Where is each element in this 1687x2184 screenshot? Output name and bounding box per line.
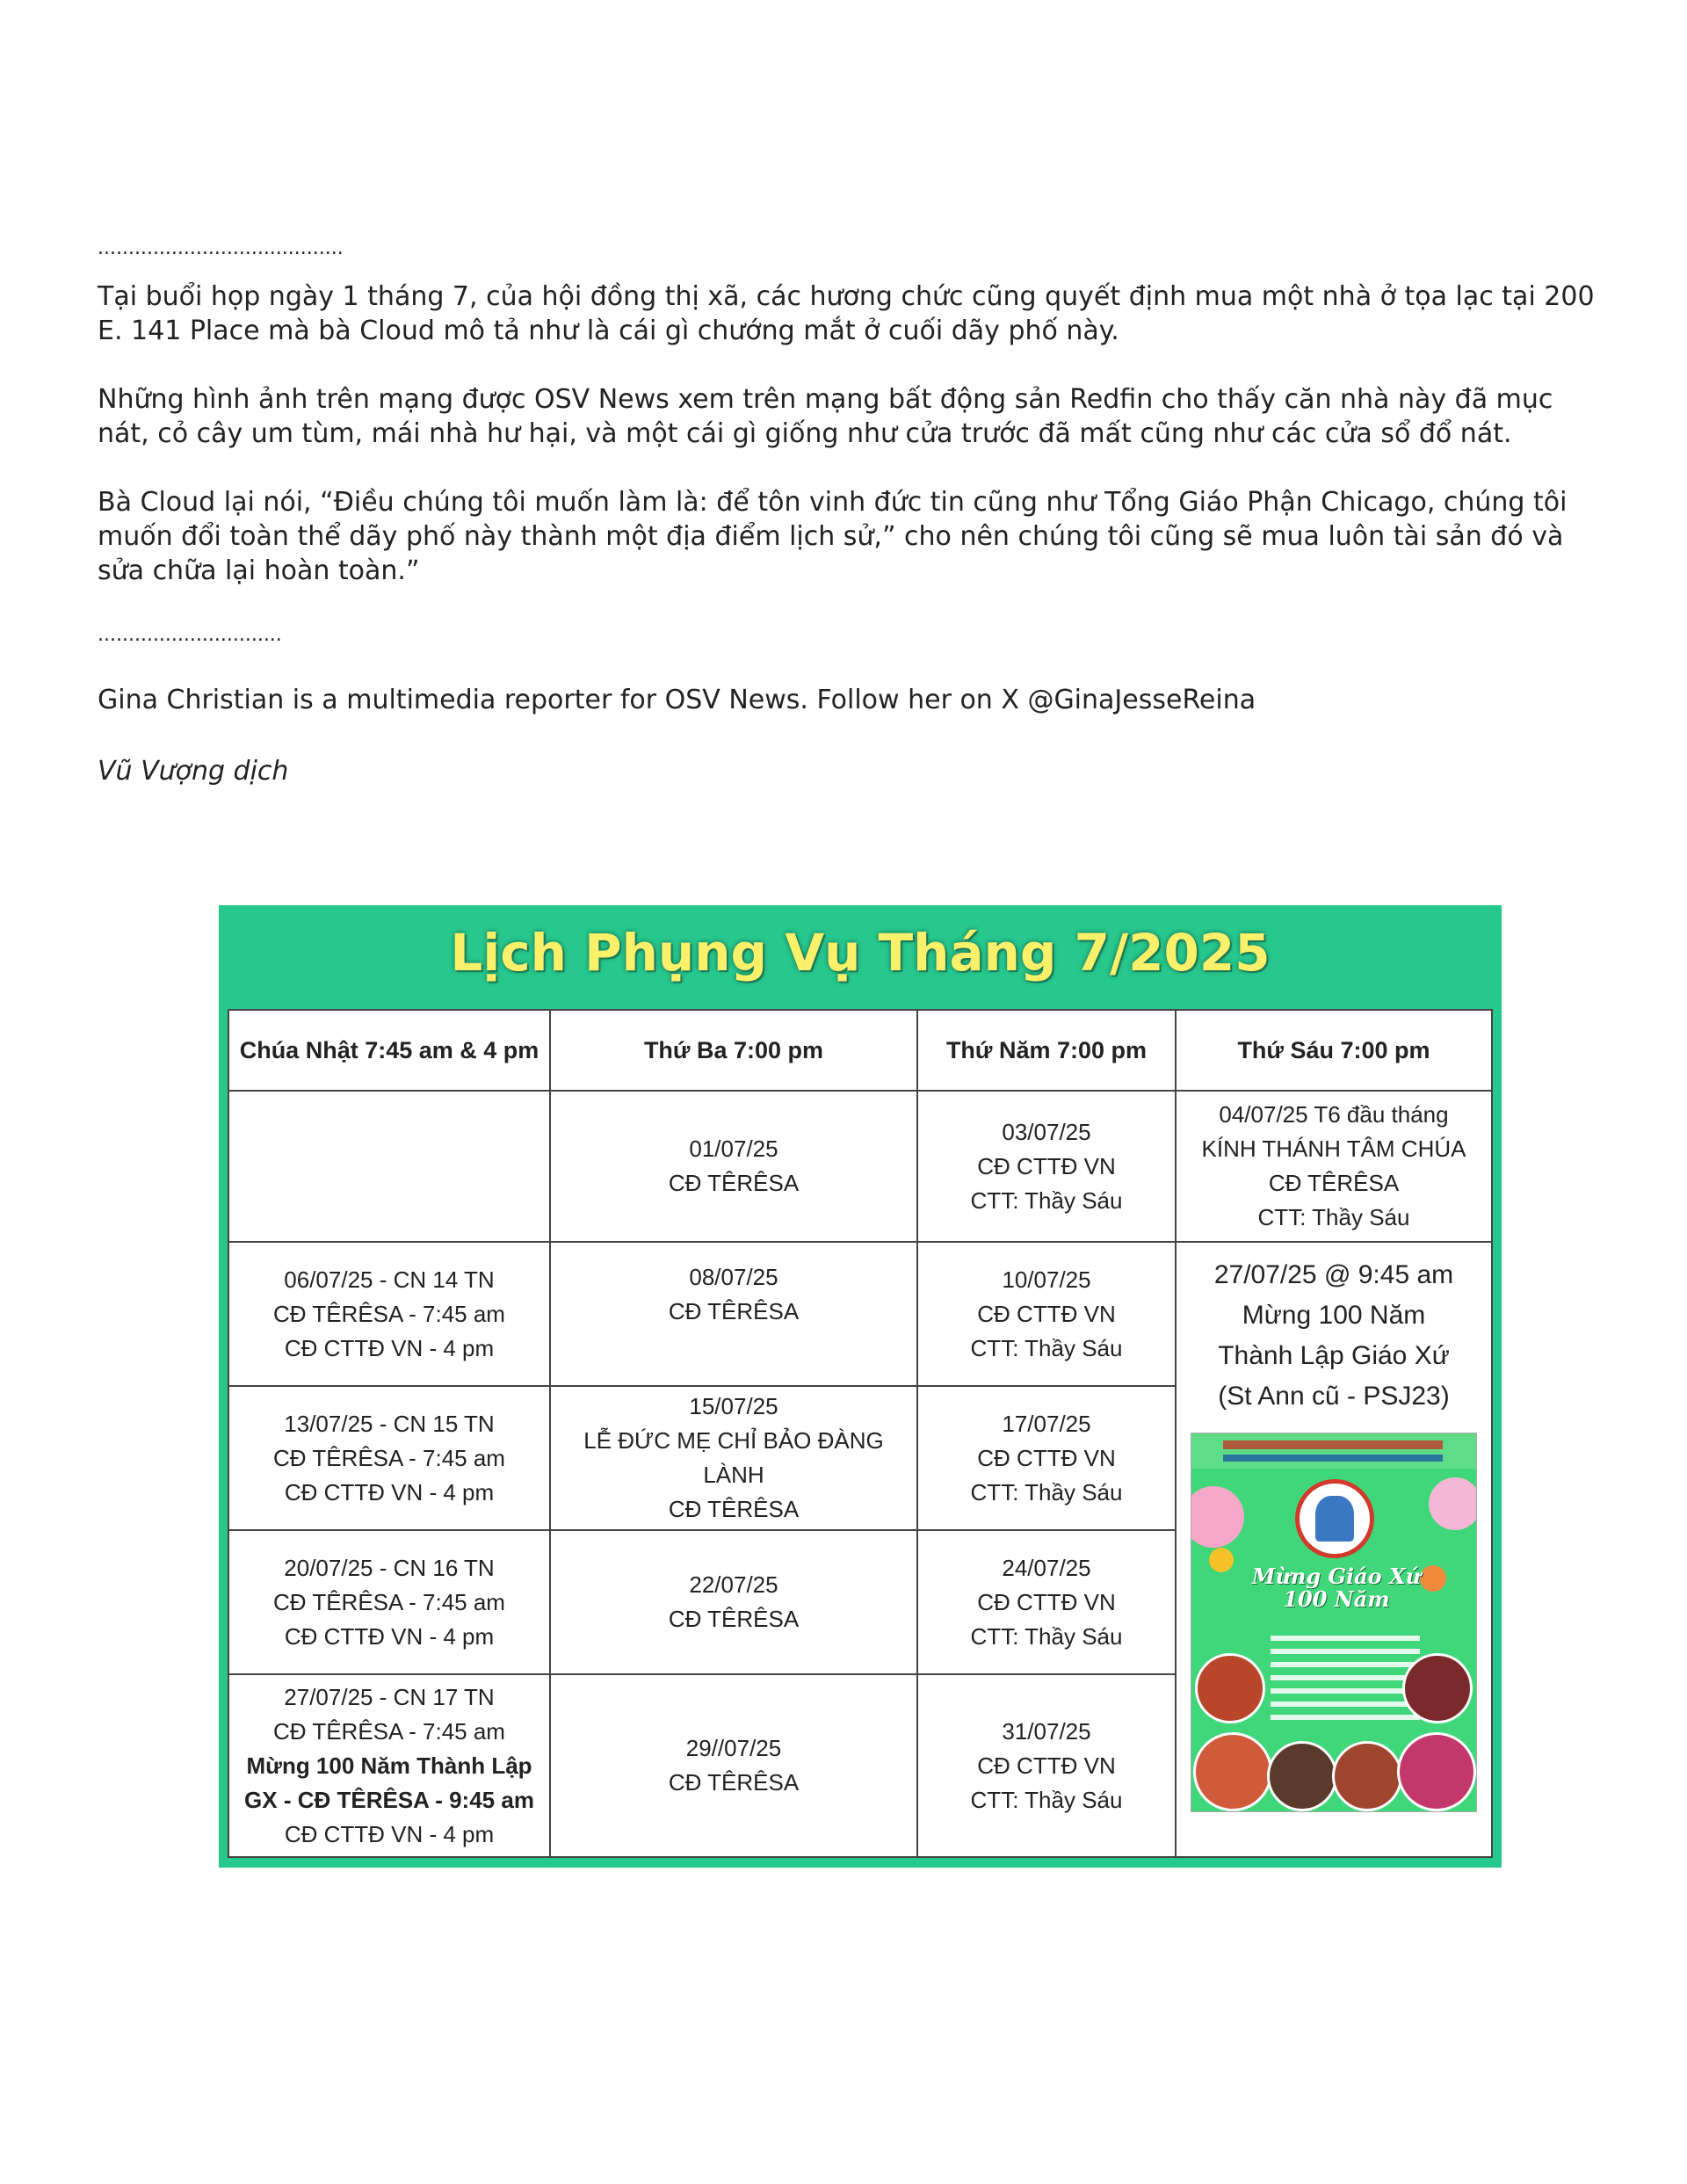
cell-tuesday: 29//07/25 CĐ TÊRÊSA — [550, 1674, 917, 1857]
cell-thursday: 31/07/25 CĐ CTTĐ VN CTT: Thầy Sáu — [917, 1674, 1176, 1857]
header-thursday: Thứ Năm 7:00 pm — [917, 1010, 1176, 1091]
separator-top: ........................................ — [98, 237, 344, 259]
schedule-table — [228, 1009, 1493, 1858]
anniversary-poster-image — [1191, 1433, 1477, 1812]
cell-sunday: 27/07/25 - CN 17 TN CĐ TÊRÊSA - 7:45 am Mừng 100 Năm Thành Lập GX - CĐ TÊRÊSA - 9:45 am CĐ CTTĐ VN - 4 pm — [228, 1674, 550, 1857]
table-row — [228, 1242, 1492, 1386]
paragraph-2: Những hình ảnh trên mạng được OSV News xem trên mạng bất động sản Redfin cho thấy căn nhà này đã mục nát, cỏ cây um tùm, mái nhà hư hại, và một cái gì giống như cửa trước đã mất cũng như các cửa sổ đổ nát. — [98, 384, 1553, 449]
cell-friday: 04/07/25 T6 đầu tháng KÍNH THÁNH TÂM CHÚA CĐ TÊRÊSA CTT: Thầy Sáu — [1176, 1091, 1492, 1242]
separator-bottom: .............................. — [98, 624, 282, 646]
cell-sunday — [228, 1091, 550, 1242]
table-row — [228, 1091, 1492, 1242]
cell-sunday: 20/07/25 - CN 16 TN CĐ TÊRÊSA - 7:45 am CĐ CTTĐ VN - 4 pm — [228, 1530, 550, 1674]
cell-thursday: 17/07/25 CĐ CTTĐ VN CTT: Thầy Sáu — [917, 1386, 1176, 1530]
author-bio: Gina Christian is a multimedia reporter for OSV News. Follow her on X @GinaJesseReina — [98, 685, 1256, 715]
poster-title: Mừng Giáo Xứ 100 Năm — [1251, 1564, 1422, 1612]
article-body — [98, 236, 1600, 788]
header-friday: Thứ Sáu 7:00 pm — [1176, 1010, 1492, 1091]
cell-tuesday: 22/07/25 CĐ TÊRÊSA — [550, 1530, 917, 1674]
cell-thursday: 24/07/25 CĐ CTTĐ VN CTT: Thầy Sáu — [917, 1530, 1176, 1674]
cell-tuesday: 01/07/25 CĐ TÊRÊSA — [550, 1091, 917, 1242]
translator-credit: Vũ Vượng dịch — [98, 756, 289, 787]
cell-thursday: 10/07/25 CĐ CTTĐ VN CTT: Thầy Sáu — [917, 1242, 1176, 1386]
cell-tuesday: 15/07/25 LỄ ĐỨC MẸ CHỈ BẢO ĐÀNG LÀNH CĐ TÊRÊSA — [550, 1386, 917, 1530]
cell-sunday: 13/07/25 - CN 15 TN CĐ TÊRÊSA - 7:45 am CĐ CTTĐ VN - 4 pm — [228, 1386, 550, 1530]
header-sunday: Chúa Nhật 7:45 am & 4 pm — [228, 1010, 550, 1091]
cell-thursday: 03/07/25 CĐ CTTĐ VN CTT: Thầy Sáu — [917, 1091, 1176, 1242]
paragraph-3: Bà Cloud lại nói, “Điều chúng tôi muốn làm là: để tôn vinh đức tin cũng như Tổng Giáo Phận Chicago, chúng tôi muốn đổi toàn thể dãy phố này thành một địa điểm lịch sử,” cho nên chúng tôi cũng sẽ mua luôn tài sản đó và sửa chữa lại hoàn toàn.” — [98, 487, 1568, 586]
event-info: 27/07/25 @ 9:45 am Mừng 100 Năm Thành Lập Giáo Xứ (St Ann cũ - PSJ23) — [1213, 1260, 1454, 1411]
schedule-title: Lịch Phụng Vụ Tháng 7/2025 — [450, 923, 1271, 983]
liturgy-schedule — [219, 905, 1502, 1868]
event-cell — [1176, 1242, 1492, 1857]
parish-seal-icon — [1295, 1479, 1374, 1558]
paragraph-1: Tại buổi họp ngày 1 tháng 7, của hội đồng thị xã, các hương chức cũng quyết định mua một nhà ở tọa lạc tại 200 E. 141 Place mà bà Cloud mô tả như là cái gì chướng mắt ở cuối dãy phố này. — [98, 281, 1595, 346]
cell-sunday: 06/07/25 - CN 14 TN CĐ TÊRÊSA - 7:45 am CĐ CTTĐ VN - 4 pm — [228, 1242, 550, 1386]
header-tuesday: Thứ Ba 7:00 pm — [550, 1010, 917, 1091]
cell-tuesday: 08/07/25 CĐ TÊRÊSA — [550, 1242, 917, 1386]
header-row — [228, 1010, 1492, 1091]
